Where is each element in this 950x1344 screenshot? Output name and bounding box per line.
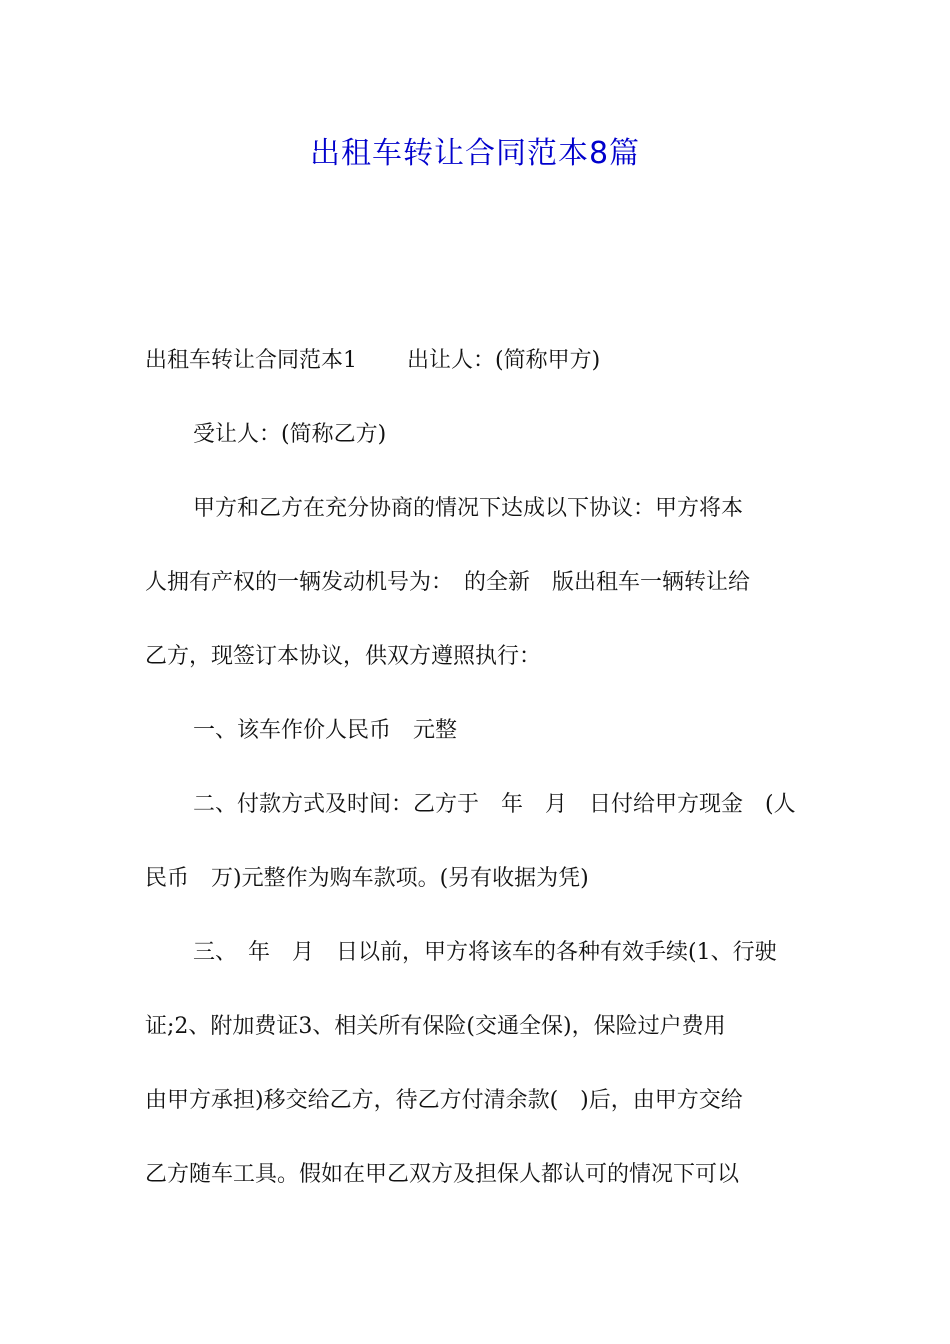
paragraph-line: 受让人：(简称乙方) bbox=[193, 422, 387, 447]
section-heading: 出租车转让合同范本1 bbox=[145, 348, 357, 373]
document-title: 出租车转让合同范本8篇 bbox=[309, 136, 641, 171]
paragraph-line: 三、 年 月 日以前，甲方将该车的各种有效手续(1、行驶 bbox=[193, 940, 777, 965]
paragraph-line: 甲方和乙方在充分协商的情况下达成以下协议：甲方将本 bbox=[193, 496, 744, 521]
paragraph-line: 出让人：(简称甲方) bbox=[407, 348, 601, 373]
paragraph-line: 乙方随车工具。假如在甲乙双方及担保人都认可的情况下可以 bbox=[145, 1162, 740, 1187]
first-line bbox=[145, 341, 805, 381]
paragraph-line: 证;2、附加费证3、相关所有保险(交通全保)，保险过户费用 bbox=[145, 1014, 726, 1039]
paragraph-line: 乙方，现签订本协议，供双方遵照执行： bbox=[145, 644, 542, 669]
paragraph-line: 一、该车作价人民币 元整 bbox=[193, 718, 458, 743]
paragraph-line: 二、付款方式及时间：乙方于 年 月 日付给甲方现金 (人 bbox=[193, 792, 796, 817]
paragraph-line: 由甲方承担)移交给乙方，待乙方付清余款( )后，由甲方交给 bbox=[145, 1088, 743, 1113]
paragraph-line: 人拥有产权的一辆发动机号为： 的全新 版出租车一辆转让给 bbox=[145, 570, 751, 595]
paragraph-line: 民币 万)元整作为购车款项。(另有收据为凭) bbox=[145, 866, 589, 891]
